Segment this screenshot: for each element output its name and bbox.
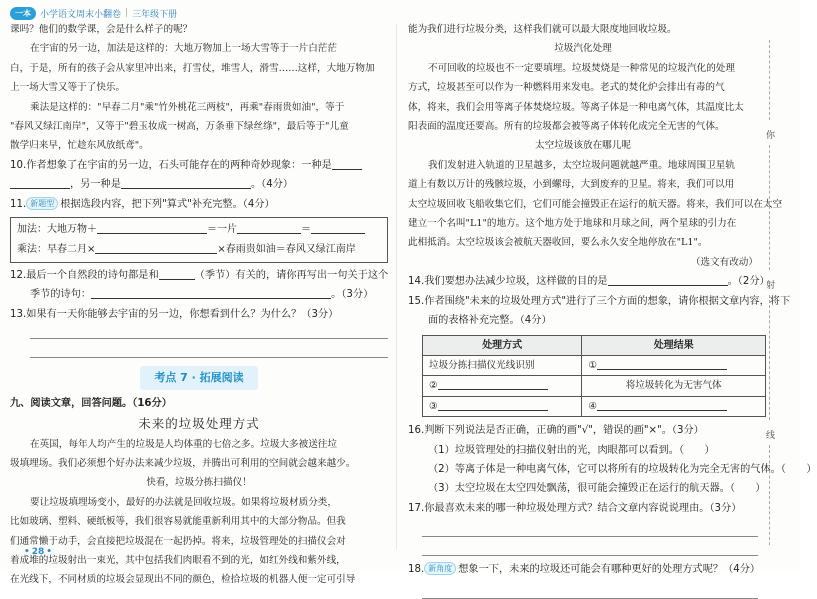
cell-marker: ③ xyxy=(429,400,438,412)
article-line: 着成堆的垃圾射出一束光，其中包括我们肉眼看不到的光，如红外线和紫外线， xyxy=(10,554,346,566)
question-17: 17.你最喜欢未来的哪一种垃圾处理方式？结合文章内容说说理由。（3分） xyxy=(408,502,742,514)
answer-blank[interactable] xyxy=(332,158,362,170)
score-label: 。（2分） xyxy=(727,276,770,288)
question-10-cont xyxy=(10,175,388,194)
question-text: （季节）有关的，请你再写出一句关于这个 xyxy=(194,270,389,282)
score-label: 。（3分） xyxy=(331,289,374,301)
table-row xyxy=(423,355,766,375)
grade-label: 三年级下册 xyxy=(132,9,178,20)
article-line: 阳表面的温度还要高。所有的垃圾都会被等离子体转化成完全无害的气体。 xyxy=(408,121,725,133)
answer-blank[interactable] xyxy=(97,222,207,234)
cell-marker: ④ xyxy=(588,400,597,412)
cut-line xyxy=(769,40,770,120)
cut-line xyxy=(769,145,770,270)
answer-blank[interactable] xyxy=(237,222,301,234)
article-title: 未来的垃圾处理方式 xyxy=(138,416,260,432)
answer-blank[interactable] xyxy=(311,222,365,234)
question-12 xyxy=(10,266,388,285)
passage-line: 乘法是这样的："早春二月"乘"竹外桃花三两枝"，再乘"春雨贵如油"，等于 xyxy=(30,101,345,113)
left-column xyxy=(10,20,388,590)
section-banner xyxy=(10,366,388,389)
table-cell-answer[interactable] xyxy=(423,376,582,396)
question-text: 14.我们要想办法减少垃圾，这样做的目的是 xyxy=(408,276,608,288)
table-cell-answer[interactable] xyxy=(582,396,766,416)
passage-line: 散学归来早，忙趁东风放纸鸢"。 xyxy=(10,140,149,152)
margin-mark: 线 xyxy=(766,431,776,441)
passage-line: "春风又绿江南岸"，又等于"碧玉妆成一树高，万条垂下绿丝绦"，最后等于"儿童 xyxy=(10,121,349,133)
source-note: （选文有改动） xyxy=(690,256,758,268)
right-column xyxy=(408,20,817,599)
answer-blank[interactable] xyxy=(10,177,70,189)
addition-formula xyxy=(17,220,381,240)
article-line: 们通常懒于动手，会直接把垃圾混在一起扔掉。将来，垃圾管理处的扫描仪会对 xyxy=(10,535,346,547)
page-number-text: 28 xyxy=(31,547,45,557)
column-header: 处理结果 xyxy=(582,335,766,355)
bullet-icon: • xyxy=(46,547,53,557)
article-subheading: 太空垃圾该放在哪儿呢 xyxy=(535,140,631,152)
cell-marker: ② xyxy=(429,380,438,392)
table-cell-answer[interactable] xyxy=(423,396,582,416)
question-16-item: （3）太空垃圾在太空四处飘荡，很可能会撞毁正在运行的航天器。（ ） xyxy=(428,483,766,495)
formula-text: ×春雨贵如油＝春风又绿江南岸 xyxy=(217,244,356,256)
question-12-cont xyxy=(10,285,388,304)
new-type-badge: 新题型 xyxy=(26,197,58,210)
question-text: 想象一下，未来的垃圾还可能会有哪种更好的处理方式呢？（4分） xyxy=(458,564,761,576)
series-title: 小学语文周末小翻卷 xyxy=(40,9,122,20)
section-title: 考点 7 · 拓展阅读 xyxy=(140,366,257,389)
article-line: 圾填埋场。我们必须想个好办法来减少垃圾，并腾出可利用的空间就会越来越少。 xyxy=(10,457,356,469)
table-cell: 垃圾分拣扫描仪光线识别 xyxy=(423,355,582,375)
answer-blank[interactable] xyxy=(438,399,548,411)
article-line: 方式，垃圾甚至可以作为一种燃料用来发电。老式的焚化炉会排出有毒的气 xyxy=(408,82,725,94)
table-row xyxy=(423,376,766,396)
question-15: 15.作者围绕"未来的垃圾处理方式"进行了三个方面的想象，请你根据文章内容，将下 xyxy=(408,295,791,307)
table-cell: 将垃圾转化为无害气体 xyxy=(582,376,766,396)
answer-blank[interactable] xyxy=(91,287,331,299)
column-divider xyxy=(396,24,397,549)
table-cell-answer[interactable] xyxy=(582,355,766,375)
series-logo: 一本 xyxy=(10,7,36,20)
table-row xyxy=(423,396,766,416)
question-text: 10.作者想象了在宇宙的另一边，石头可能存在的两种奇妙现象：一种是 xyxy=(10,159,332,171)
article-line: 能为我们进行垃圾分类，这样我们就可以最大限度地回收垃圾。 xyxy=(408,24,677,35)
margin-mark: 你 xyxy=(766,131,776,141)
passage-line: 白，于是，所有的孩子会从家里冲出来，打雪仗，堆雪人，滑雪……这样，大地万物加 xyxy=(10,62,375,74)
question-11: 11. 新题型 根据选段内容，把下列"算式"补充完整。（4分） xyxy=(10,198,275,210)
part-nine-heading: 九、阅读文章，回答问题。（16分） xyxy=(10,397,172,409)
page-number xyxy=(22,547,54,557)
formula-text: ＝一片 xyxy=(207,224,237,236)
passage-line: 在宇宙的另一边，加法是这样的：大地万物加上一场大雪等于一片白茫茫 xyxy=(30,43,337,55)
cut-line xyxy=(769,295,770,420)
article-line: 在英国，每年人均产生的垃圾是人均体重的七倍之多。垃圾大多被送往垃 xyxy=(30,438,337,450)
cut-line xyxy=(769,445,770,545)
page-header xyxy=(10,5,177,21)
answer-blank[interactable] xyxy=(438,378,548,390)
question-15-cont: 面的表格补充完整。（4分） xyxy=(428,315,552,327)
header-separator: | xyxy=(125,8,129,18)
question-16: 16.判断下列说法是否正确，正确的画"√"，错误的画"×"。（3分） xyxy=(408,425,704,437)
article-line: 要让垃圾填埋场变小，最好的办法就是回收垃圾。如果将垃圾材质分类， xyxy=(30,496,337,508)
answer-blank[interactable] xyxy=(95,242,217,254)
answer-blank[interactable] xyxy=(597,399,727,411)
article-subheading: 快看，垃圾分拣扫描仪！ xyxy=(146,477,252,489)
table-header-row xyxy=(423,335,766,355)
answer-line[interactable] xyxy=(30,343,388,358)
score-label: 。（4分） xyxy=(250,179,294,191)
question-text: 季节的诗句： xyxy=(30,289,92,301)
question-16-item: （1）垃圾管理处的扫描仪射出的光，肉眼都可以看到。（ ） xyxy=(428,444,715,456)
bullet-icon: • xyxy=(24,547,30,557)
formula-text: 乘法：早春二月× xyxy=(17,244,96,256)
question-18: 18. 新角度 想象一下，未来的垃圾还可能会有哪种更好的处理方式呢？（4分） xyxy=(408,564,761,576)
article-line: 建立一个名叫"L1"的地方。这个地方处于地球和月球之间，两个星球的引力在 xyxy=(408,218,737,230)
article-line: 体，将来，我们会用等离子体焚烧垃圾。等离子体是一种电离气体，其温度比太 xyxy=(408,101,744,113)
multiplication-formula xyxy=(17,240,381,260)
passage-line: 课吗？他们的数学课，会是什么样子的呢？ xyxy=(10,24,193,35)
answer-table xyxy=(422,335,766,418)
passage-line: 上一场大雪又等于了快乐。 xyxy=(10,82,126,94)
formula-text: ＝ xyxy=(301,224,311,236)
formula-box xyxy=(10,217,388,263)
question-13: 13.如果有一天你能够去宇宙的另一边，你想看到什么？为什么？（3分） xyxy=(10,308,339,320)
question-10 xyxy=(10,156,388,175)
answer-line[interactable] xyxy=(422,537,758,556)
question-16-item: （2）等离子体是一种电离气体，它可以将所有的垃圾转化为完全无害的气体。（ ） xyxy=(428,463,817,475)
cell-marker: ① xyxy=(588,359,597,371)
article-line: 比如玻璃、塑料、硬纸板等，我们很容易就能重新利用其中的大部分物品。但我 xyxy=(10,516,346,528)
answer-blank[interactable] xyxy=(121,177,251,189)
formula-text: 加法：大地万物＋ xyxy=(17,224,97,236)
article-line: 在光线下，不同材质的垃圾会显现出不同的颜色，检拾垃圾的机器人便一定可引导 xyxy=(10,574,356,586)
answer-blank[interactable] xyxy=(597,358,727,370)
answer-line[interactable] xyxy=(422,518,758,537)
article-subheading: 垃圾汽化处理 xyxy=(554,43,612,55)
margin-mark: 射 xyxy=(766,281,776,291)
answer-blank[interactable] xyxy=(159,268,195,280)
answer-line[interactable] xyxy=(422,580,758,599)
question-text: 根据选段内容，把下列"算式"补充完整。（4分） xyxy=(60,198,275,210)
question-text: ，另一种是 xyxy=(70,179,121,191)
new-angle-badge: 新角度 xyxy=(424,562,456,575)
answer-line[interactable] xyxy=(30,324,388,339)
article-line: 此相抵消。太空垃圾该会被航天器收回，要么永久安全地停放在"L1"。 xyxy=(408,237,708,249)
question-14 xyxy=(408,272,770,291)
article-line: 不可回收的垃圾也不一定要填埋。垃圾焚烧是一种常见的垃圾汽化的处理 xyxy=(428,62,735,74)
answer-blank[interactable] xyxy=(608,274,728,286)
article-line: 太空垃圾回收飞船收集它们，它们可能会撞毁正在运行的航天器。将来，我们可以在太空 xyxy=(408,198,783,210)
question-text: 12.最后一个自然段的诗句都是和 xyxy=(10,270,159,282)
column-header: 处理方式 xyxy=(423,335,582,355)
article-line: 道上有数以万计的残骸垃圾，小到螺母，大到废弃的卫星。将来，我们可以用 xyxy=(408,179,735,191)
article-line: 我们发射进入轨道的卫星越多，太空垃圾问题就越严重。地球周围卫星轨 xyxy=(428,159,735,171)
